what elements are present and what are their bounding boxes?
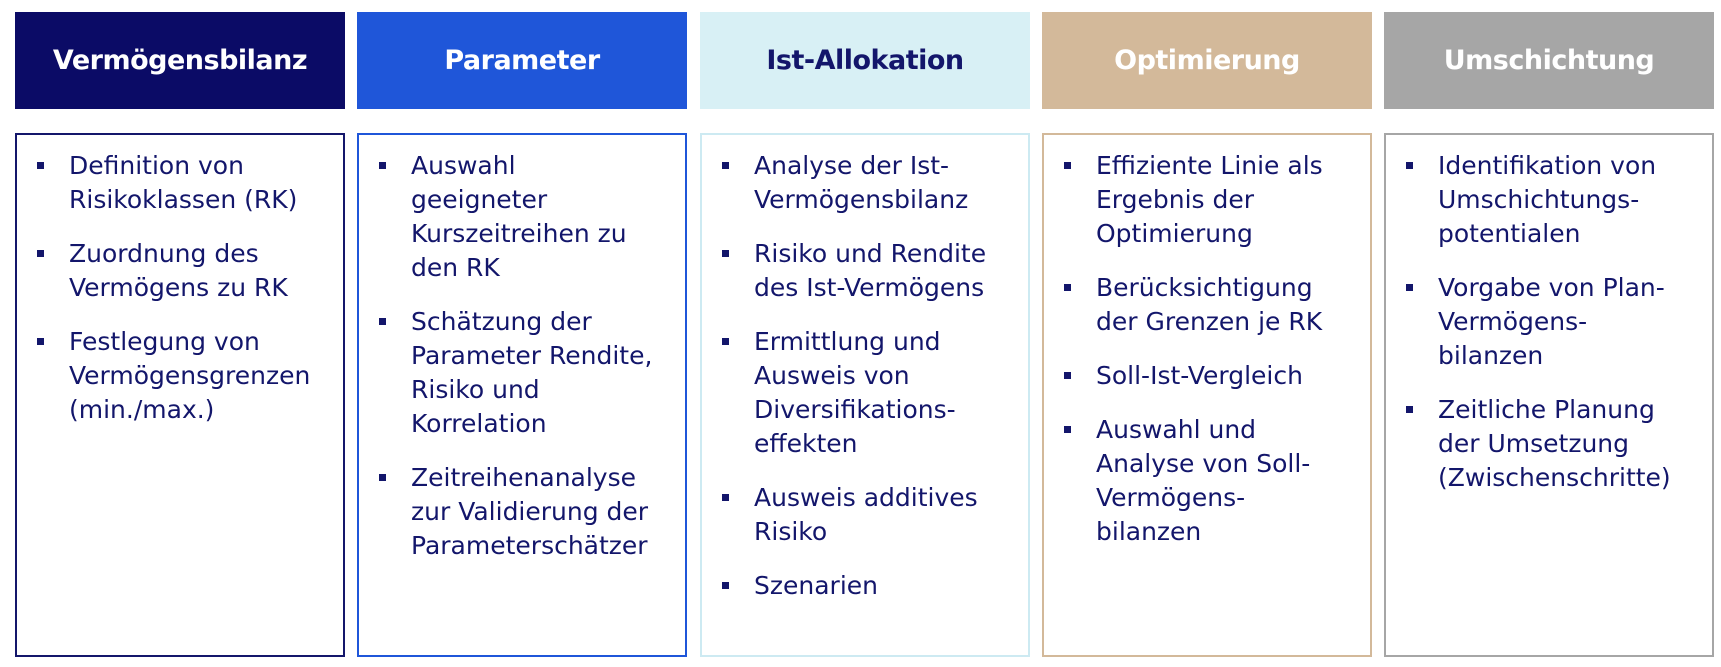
column-header: Vermögensbilanz xyxy=(15,12,345,109)
list-item xyxy=(35,149,331,217)
list-item xyxy=(720,325,1016,461)
item-text: Auswahl und Analyse von Soll- Vermögens- bilanzen xyxy=(1096,415,1311,546)
list-item xyxy=(35,237,331,305)
column-ist-allokation xyxy=(700,12,1030,600)
list-item xyxy=(377,149,673,285)
square-bullet-icon xyxy=(722,494,729,501)
item-text: Risiko und Rendite des Ist-Vermögens xyxy=(754,239,987,302)
item-list xyxy=(1062,149,1358,549)
square-bullet-icon xyxy=(1064,162,1071,169)
column-header: Ist-Allokation xyxy=(700,12,1030,109)
column-header: Optimierung xyxy=(1042,12,1372,109)
square-bullet-icon xyxy=(379,162,386,169)
item-text: Ermittlung und Ausweis von Diversifikations- effekten xyxy=(754,327,956,458)
square-bullet-icon xyxy=(379,318,386,325)
list-item xyxy=(720,569,1016,603)
list-item xyxy=(35,325,331,427)
item-list xyxy=(720,149,1016,603)
item-text: Vorgabe von Plan- Vermögens- bilanzen xyxy=(1438,273,1665,370)
square-bullet-icon xyxy=(1406,406,1413,413)
column-header: Parameter xyxy=(357,12,687,109)
list-item xyxy=(720,237,1016,305)
square-bullet-icon xyxy=(1064,426,1071,433)
column-content-box xyxy=(357,133,687,657)
column-optimierung xyxy=(1042,12,1372,546)
square-bullet-icon xyxy=(722,162,729,169)
list-item xyxy=(377,305,673,441)
column-content-box xyxy=(1384,133,1714,657)
item-text: Soll-Ist-Vergleich xyxy=(1096,361,1303,390)
item-text: Definition von Risikoklassen (RK) xyxy=(69,151,298,214)
square-bullet-icon xyxy=(722,338,729,345)
square-bullet-icon xyxy=(37,162,44,169)
list-item xyxy=(1062,271,1358,339)
item-text: Auswahl geeigneter Kurszeitreihen zu den RK xyxy=(411,151,627,282)
item-text: Szenarien xyxy=(754,571,878,600)
item-text: Identifikation von Umschichtungs- potentialen xyxy=(1438,151,1657,248)
square-bullet-icon xyxy=(1064,284,1071,291)
item-list xyxy=(377,149,673,563)
column-vermoegensbilanz xyxy=(15,12,345,424)
column-parameter xyxy=(357,12,687,560)
square-bullet-icon xyxy=(37,250,44,257)
square-bullet-icon xyxy=(1064,372,1071,379)
square-bullet-icon xyxy=(722,582,729,589)
column-header: Umschichtung xyxy=(1384,12,1714,109)
item-list xyxy=(35,149,331,427)
column-content-box xyxy=(15,133,345,657)
item-text: Berücksichtigung der Grenzen je RK xyxy=(1096,273,1323,336)
square-bullet-icon xyxy=(722,250,729,257)
square-bullet-icon xyxy=(379,474,386,481)
item-text: Effiziente Linie als Ergebnis der Optimierung xyxy=(1096,151,1323,248)
item-text: Ausweis additives Risiko xyxy=(754,483,978,546)
square-bullet-icon xyxy=(37,338,44,345)
list-item xyxy=(1404,393,1700,495)
item-text: Zeitliche Planung der Umsetzung (Zwischenschritte) xyxy=(1438,395,1671,492)
list-item xyxy=(1062,413,1358,549)
list-item xyxy=(1404,271,1700,373)
list-item xyxy=(1404,149,1700,251)
list-item xyxy=(1062,149,1358,251)
column-content-box xyxy=(700,133,1030,657)
list-item xyxy=(377,461,673,563)
column-umschichtung xyxy=(1384,12,1714,492)
item-text: Analyse der Ist- Vermögensbilanz xyxy=(754,151,969,214)
square-bullet-icon xyxy=(1406,284,1413,291)
column-content-box xyxy=(1042,133,1372,657)
item-list xyxy=(1404,149,1700,495)
list-item xyxy=(720,481,1016,549)
list-item xyxy=(720,149,1016,217)
item-text: Zeitreihenanalyse zur Validierung der Parameterschätzer xyxy=(411,463,649,560)
square-bullet-icon xyxy=(1406,162,1413,169)
item-text: Zuordnung des Vermögens zu RK xyxy=(69,239,288,302)
item-text: Schätzung der Parameter Rendite, Risiko und Korrelation xyxy=(411,307,653,438)
list-item xyxy=(1062,359,1358,393)
item-text: Festlegung von Vermögensgrenzen (min./max.) xyxy=(69,327,311,424)
